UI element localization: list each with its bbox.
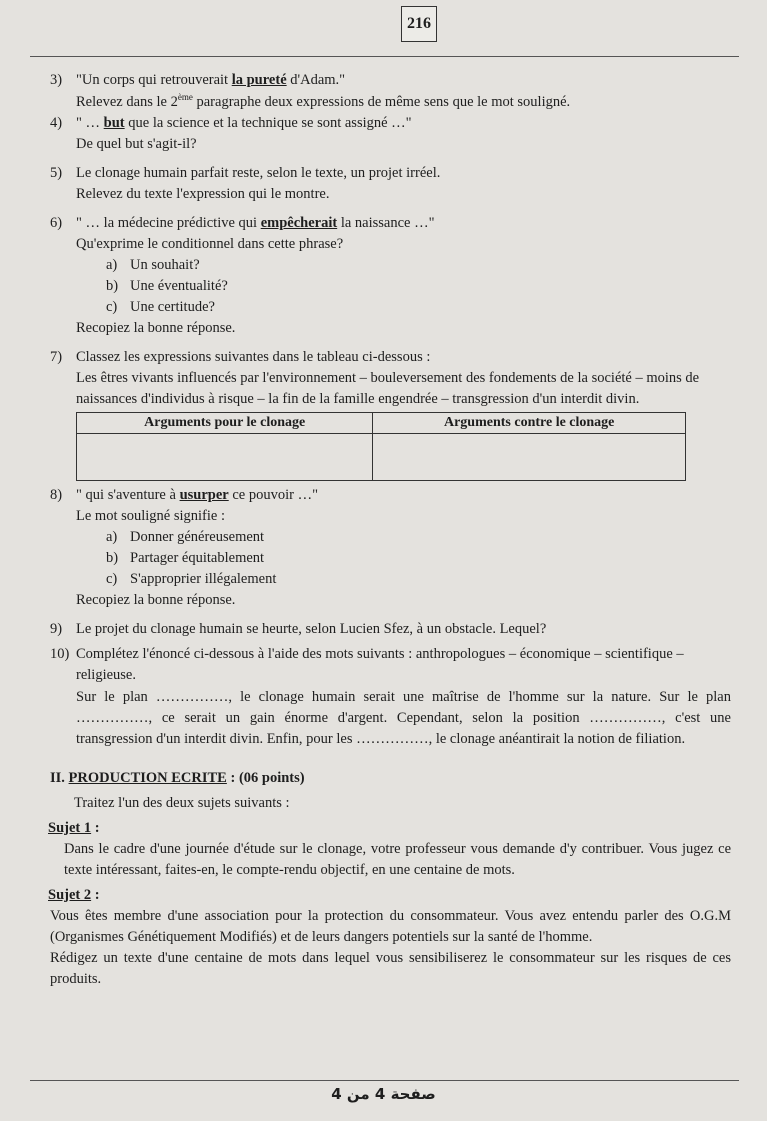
question-number: 9) <box>50 621 63 638</box>
q10-fill-text: Sur le plan ……………, le clonage humain serait une maîtrise de l'homme sur la nature. Sur le plan ……………, ce serait un gain énorme d'argent. Cependant, selon la position ……………, c'est une transgression d'un interdit divin. Enfin, pour les ……………, le clonage anéantirait la notion de filiation. <box>76 688 731 747</box>
question-6 <box>50 213 731 339</box>
q6-options <box>106 255 731 318</box>
option-b: b) Partager équitablement <box>106 550 265 567</box>
option-a: a) Un souhait? <box>106 256 200 273</box>
table-cell-contre <box>373 434 686 481</box>
page-number-box <box>401 6 437 42</box>
q8-quote-post: ce pouvoir …" <box>228 487 318 504</box>
question-number: 3) <box>50 72 63 88</box>
option-b: b) Une éventualité? <box>106 277 228 294</box>
sujet-2-text: Vous êtes membre d'une association pour la protection du consommateur. Vous avez entendu parler des O.G.M (Organismes Génétiquement Modifiés) et de leurs dangers potentiels sur la santé de l'homme. <box>50 907 731 945</box>
q5-instruction: Relevez du texte l'expression qui le montre. <box>76 185 330 202</box>
sujet-2-task: Rédigez un texte d'une centaine de mots dans lequel vous sensibiliserez le consommateur sur les risques de ces produits. <box>50 949 731 987</box>
page-number: 216 <box>407 15 431 33</box>
q4-question: De quel but s'agit-il? <box>76 135 197 152</box>
table-header-pour: Arguments pour le clonage <box>77 413 373 434</box>
q8-quote-pre: " qui s'aventure à <box>76 487 180 504</box>
option-c: c) Une certitude? <box>106 298 215 315</box>
q3-instruction-pre: Relevez dans le 2 <box>76 93 178 110</box>
table-cell-pour <box>77 434 373 481</box>
question-number: 8) <box>50 487 63 504</box>
section-instruction: Traitez l'un des deux sujets suivants : <box>74 794 290 811</box>
q6-question: Qu'exprime le conditionnel dans cette phrase? <box>76 235 344 252</box>
q3-superscript: ème <box>177 92 193 103</box>
question-5 <box>50 163 731 205</box>
table-header-contre: Arguments contre le clonage <box>373 413 686 434</box>
q6-underlined-word: empêcherait <box>260 214 338 231</box>
sujet-1-text: Dans le cadre d'une journée d'étude sur le clonage, votre professeur vous demande d'y contribuer. Vous jugez ce texte intéressant, faites-en, le compte-rendu objectif, en une centaine de mots. <box>64 840 731 878</box>
sujet-1-label: Sujet 1 : <box>48 819 100 836</box>
q4-quote-pre: " … <box>76 114 104 131</box>
section-heading: II. PRODUCTION ECRITE : (06 points) <box>50 769 305 786</box>
q7-expressions: Les êtres vivants influencés par l'environnement – bouleversement des fondements de la société – moins de naissances d'individus à risque – la fin de la famille engendrée – transgression d'un interdit divin. <box>76 370 700 408</box>
question-number: 4) <box>50 114 63 131</box>
q8-question: Le mot souligné signifie : <box>76 508 226 525</box>
arguments-table <box>76 412 686 481</box>
question-3 <box>50 70 731 113</box>
q10-instruction: Complétez l'énoncé ci-dessous à l'aide des mots suivants : anthropologues – économique – scientifique – religieuse. <box>76 646 684 684</box>
q5-statement: Le clonage humain parfait reste, selon le texte, un projet irréel. <box>76 164 441 181</box>
q8-underlined-word: usurper <box>179 487 229 504</box>
section-title: PRODUCTION ECRITE <box>68 769 227 786</box>
question-7 <box>50 347 731 485</box>
q3-quote-pre: "Un corps qui retrouverait <box>76 72 232 88</box>
q3-underlined-word: la pureté <box>231 72 287 88</box>
question-10 <box>50 644 731 749</box>
q3-quote-post: d'Adam." <box>286 72 346 88</box>
q4-quote-post: que la science et la technique se sont assigné …" <box>124 114 412 131</box>
q6-quote-post: la naissance …" <box>337 214 435 231</box>
q6-quote-pre: " … la médecine prédictive qui <box>76 214 261 231</box>
question-number: 7) <box>50 349 63 366</box>
q4-underlined-word: but <box>103 114 125 131</box>
q8-instruction: Recopiez la bonne réponse. <box>76 592 236 609</box>
question-4 <box>50 113 731 155</box>
question-number: 10) <box>50 646 70 663</box>
questions-content <box>50 70 731 990</box>
question-number: 5) <box>50 164 63 181</box>
question-9 <box>50 619 731 640</box>
q6-instruction: Recopiez la bonne réponse. <box>76 320 236 336</box>
question-8 <box>50 485 731 611</box>
page-footer: صفحة 4 من 4 <box>331 1085 436 1103</box>
q7-instruction: Classez les expressions suivantes dans le tableau ci-dessous : <box>76 349 431 366</box>
sujet-2-label: Sujet 2 : <box>48 886 100 903</box>
option-a: a) Donner généreusement <box>106 529 265 546</box>
q3-instruction-post: paragraphe deux expressions de même sens que le mot souligné. <box>192 93 571 110</box>
q8-options <box>106 527 731 590</box>
option-c: c) S'approprier illégalement <box>106 571 277 588</box>
q9-question: Le projet du clonage humain se heurte, selon Lucien Sfez, à un obstacle. Lequel? <box>76 621 547 638</box>
question-number: 6) <box>50 214 63 231</box>
bottom-divider <box>30 1080 739 1081</box>
top-divider <box>30 56 739 57</box>
